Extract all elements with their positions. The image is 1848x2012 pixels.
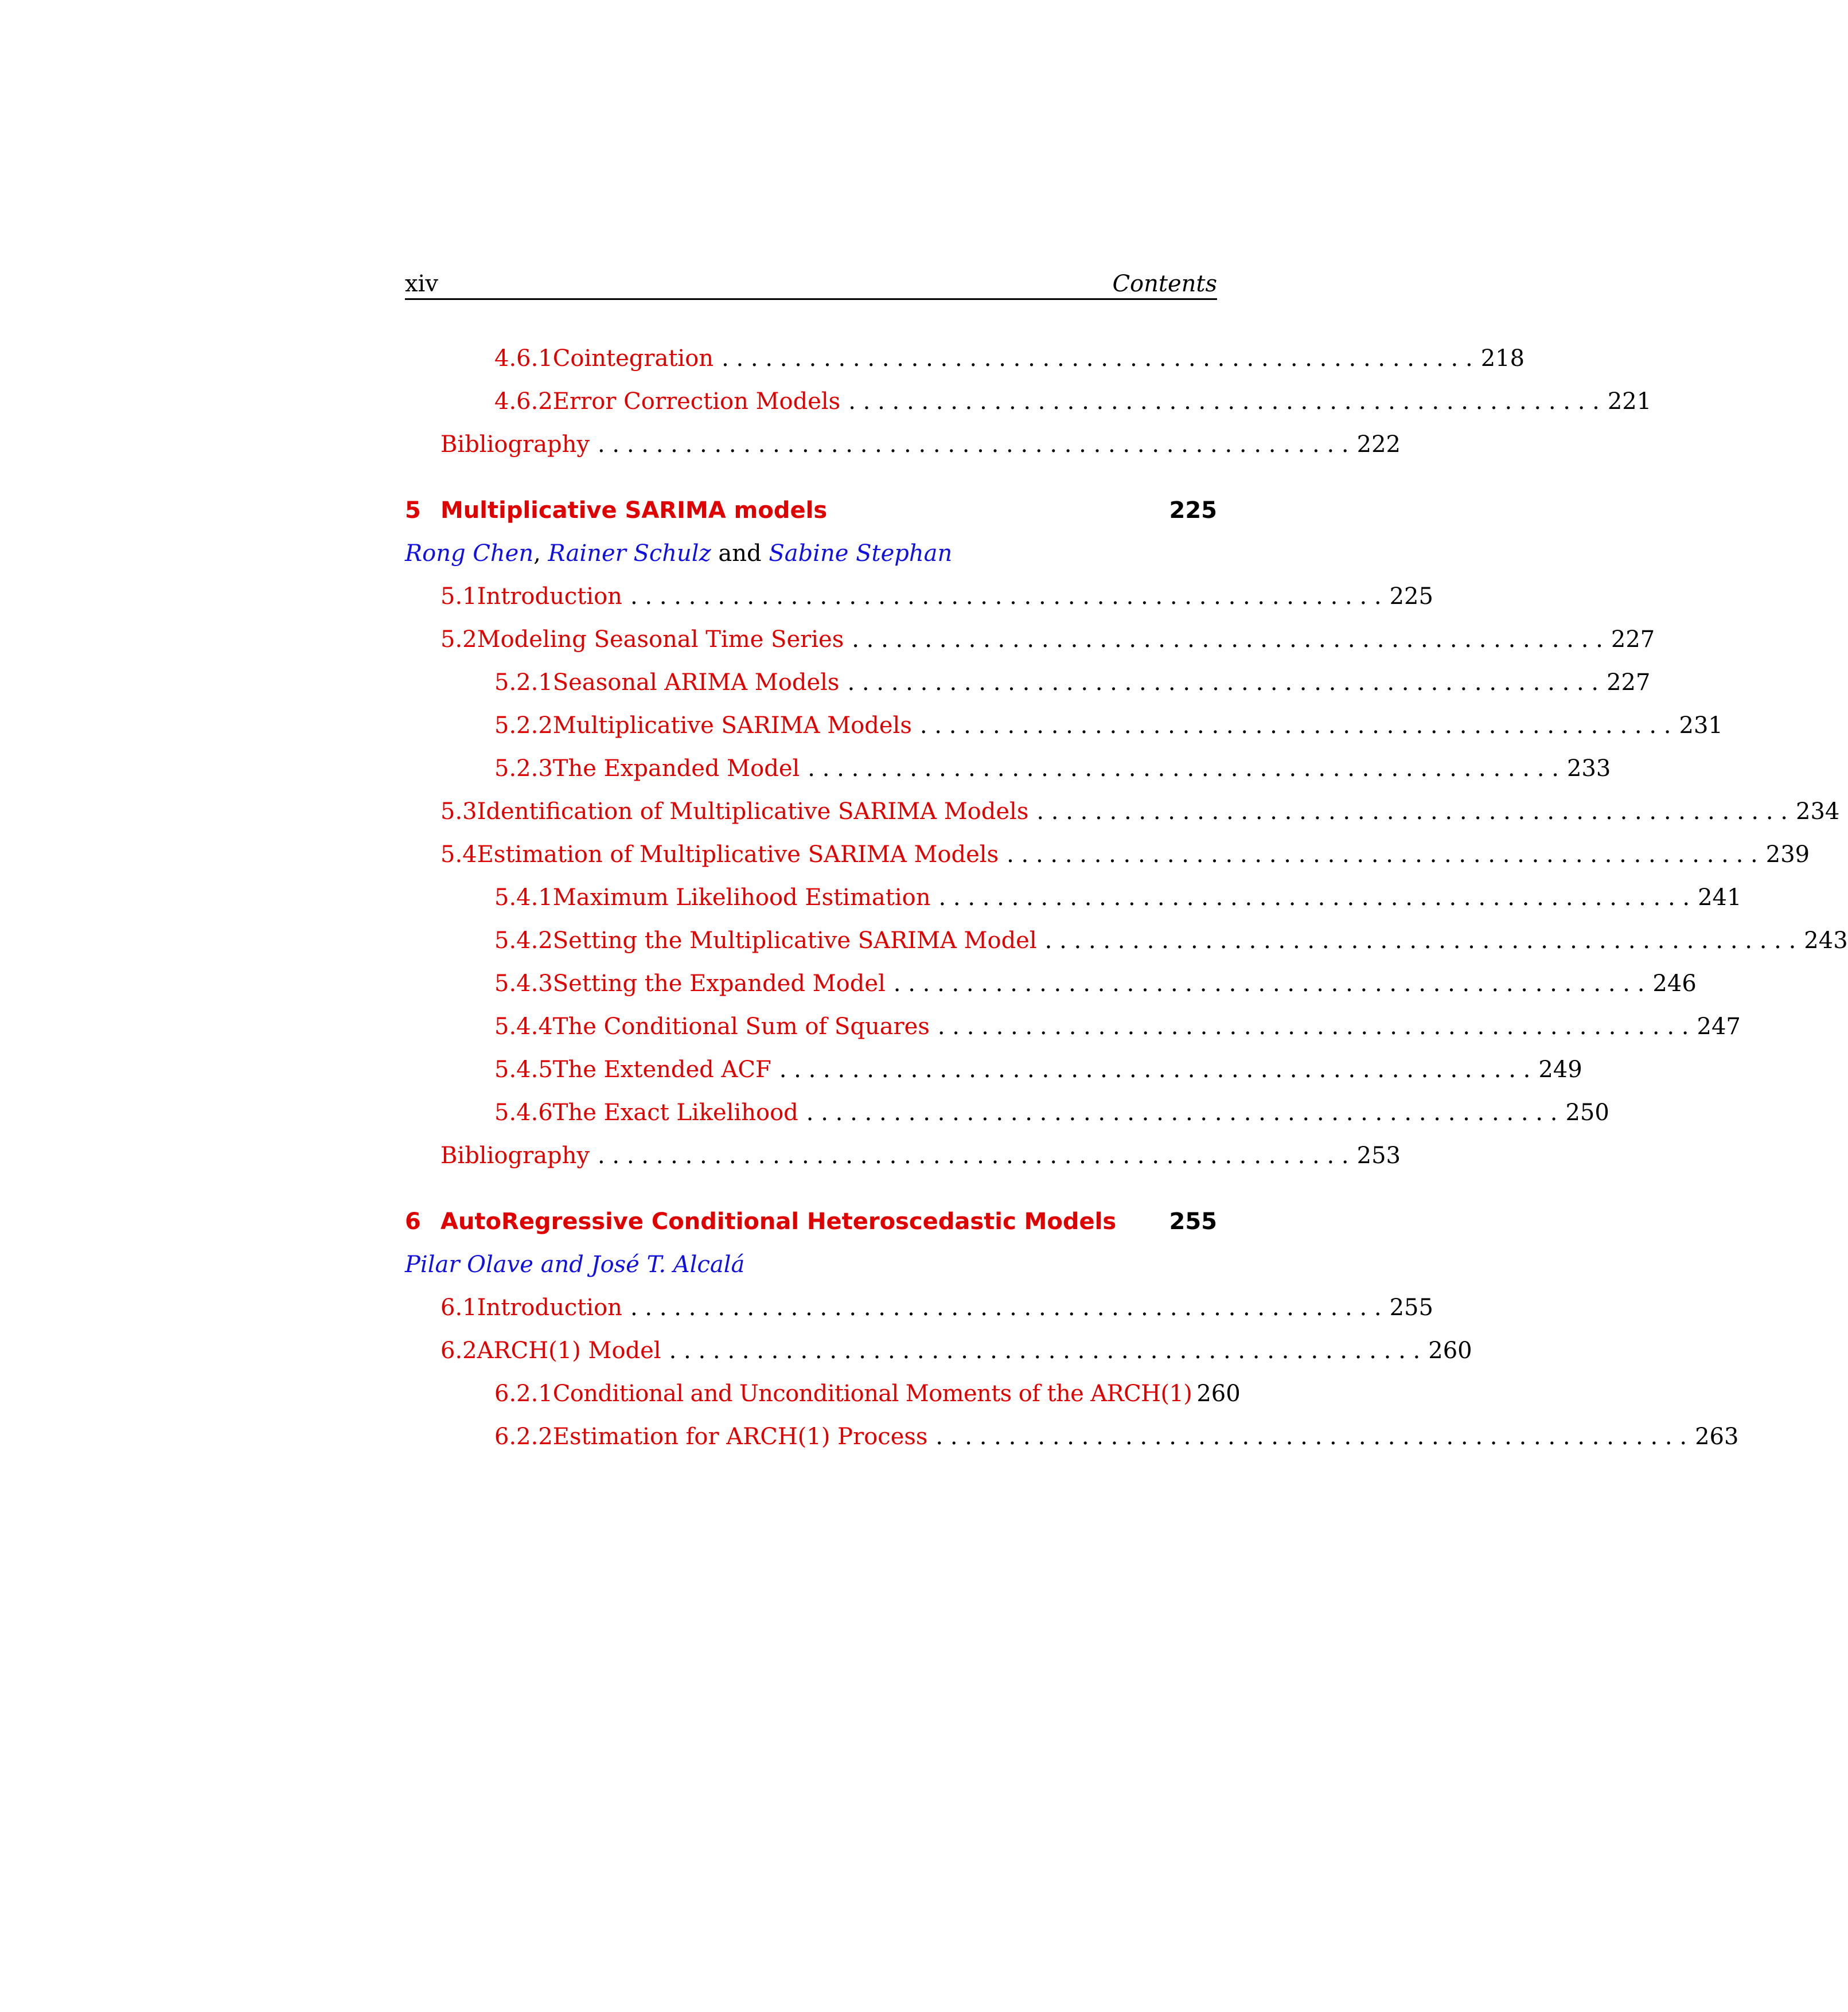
section-title[interactable]: Seasonal ARIMA Models <box>552 669 840 696</box>
section-title[interactable]: ARCH(1) Model <box>477 1338 661 1364</box>
page-number: 218 <box>1480 345 1525 372</box>
section-number: 5.2.2 <box>494 712 553 739</box>
running-header <box>405 270 1217 300</box>
author-separator: and <box>711 540 769 567</box>
toc-entry[interactable] <box>405 1052 1582 1087</box>
section-number: 4.6.2 <box>494 388 553 415</box>
chapter-authors[interactable] <box>405 1247 744 1282</box>
leader-dots: . . . . . . . . . . . . . . . . . . . . . . . . . . . . . . . . . . . . . . . . . . . . . . . . . . . . <box>808 755 1559 782</box>
page-number: 263 <box>1695 1424 1739 1450</box>
section-title[interactable]: Estimation of Multiplicative SARIMA Models <box>477 841 999 868</box>
page-number: 234 <box>1796 798 1840 825</box>
section-number: 5.2.1 <box>494 669 553 696</box>
page-number: 222 <box>1356 431 1401 458</box>
toc-entry[interactable] <box>405 1290 1433 1325</box>
toc-entry[interactable] <box>405 665 1651 700</box>
leader-dots: . . . . . . . . . . . . . . . . . . . . . . . . . . . . . . . . . . . . . . . . . . . . . . . . . . . . <box>1007 841 1758 868</box>
page-number: 255 <box>1389 1294 1433 1321</box>
leader-dots: . . . . . . . . . . . . . . . . . . . . . . . . . . . . . . . . . . . . . . . . . . . . . . . . . . . . <box>630 583 1382 610</box>
section-number: 5.2.3 <box>494 755 553 782</box>
leader-dots: . . . . . . . . . . . . . . . . . . . . . . . . . . . . . . . . . . . . . . . . . . . . . . . . . . . . <box>1036 798 1788 825</box>
section-number: 5.2 <box>440 626 477 653</box>
section-title[interactable]: Setting the Multiplicative SARIMA Model <box>552 927 1037 954</box>
toc-entry[interactable] <box>405 708 1723 743</box>
page-number: 260 <box>1196 1381 1241 1407</box>
page-number: 239 <box>1765 841 1810 868</box>
author-link[interactable]: Rong Chen <box>405 540 534 567</box>
section-number: 5.4.5 <box>494 1056 553 1083</box>
leader-dots: . . . . . . . . . . . . . . . . . . . . . . . . . . . . . . . . . . . . . . . . . . . . . . . . . . . . <box>848 388 1600 415</box>
leader-dots: . . . . . . . . . . . . . . . . . . . . . . . . . . . . . . . . . . . . . . . . . . . . . . . . . . . . <box>669 1338 1421 1364</box>
toc-page <box>405 0 1848 2012</box>
chapter-page: 255 <box>1169 1208 1217 1235</box>
leader-dots: . . . . . . . . . . . . . . . . . . . . . . . . . . . . . . . . . . . . . . . . . . . . . . . . . . . . <box>938 884 1690 911</box>
page-number: 246 <box>1652 970 1697 997</box>
toc-entry[interactable] <box>405 837 1810 872</box>
page-number: 231 <box>1679 712 1723 739</box>
leader-dots: . . . . . . . . . . . . . . . . . . . . . . . . . . . . . . . . . . . . . . . . . . . . . . . . . . . . <box>722 345 1473 372</box>
section-title[interactable]: Setting the Expanded Model <box>552 970 886 997</box>
toc-entry[interactable] <box>405 1095 1609 1130</box>
chapter-entry[interactable] <box>405 1204 1217 1239</box>
section-number: 5.4.2 <box>494 927 553 954</box>
section-title[interactable]: Estimation for ARCH(1) Process <box>552 1424 928 1450</box>
page-number: 241 <box>1698 884 1742 911</box>
section-title[interactable]: Identification of Multiplicative SARIMA Models <box>477 798 1029 825</box>
leader-dots: . . . . . . . . . . . . . . . . . . . . . . . . . . . . . . . . . . . . . . . . . . . . . . . . . . . . <box>937 1013 1689 1040</box>
toc-entry[interactable] <box>405 923 1848 958</box>
page-number: 221 <box>1607 388 1652 415</box>
section-number: 6.2 <box>440 1338 477 1364</box>
section-number: 5.4.1 <box>494 884 553 911</box>
page-number: 249 <box>1538 1056 1582 1083</box>
toc-entry[interactable] <box>405 751 1611 786</box>
toc-entry[interactable] <box>405 341 1525 376</box>
toc-entry[interactable] <box>405 1333 1472 1368</box>
toc-entry[interactable] <box>405 1138 1401 1173</box>
page-number: 243 <box>1804 927 1848 954</box>
section-number: 5.1 <box>440 583 477 610</box>
section-number: 5.4.6 <box>494 1099 553 1126</box>
toc-entry[interactable] <box>405 384 1652 419</box>
section-title[interactable]: Cointegration <box>552 345 714 372</box>
section-number: 6.1 <box>440 1294 477 1321</box>
page-number-roman: xiv <box>405 271 438 297</box>
section-number: 4.6.1 <box>494 345 553 372</box>
section-title[interactable]: Maximum Likelihood Estimation <box>552 884 931 911</box>
section-title[interactable]: Introduction <box>477 583 622 610</box>
chapter-number: 6 <box>405 1208 421 1235</box>
page-number: 247 <box>1697 1013 1741 1040</box>
chapter-authors <box>405 536 952 571</box>
page-number: 227 <box>1607 669 1651 696</box>
chapter-title[interactable]: AutoRegressive Conditional Heteroscedastic Models <box>440 1208 1117 1235</box>
section-title[interactable]: Conditional and Unconditional Moments of the ARCH(1) <box>552 1381 1192 1407</box>
toc-entry[interactable] <box>405 1420 1739 1454</box>
page-number: 250 <box>1565 1099 1609 1126</box>
toc-entry[interactable] <box>405 880 1742 915</box>
section-title[interactable]: Bibliography <box>440 1143 590 1169</box>
section-title[interactable]: Modeling Seasonal Time Series <box>477 626 844 653</box>
leader-dots: . . . . . . . . . . . . . . . . . . . . . . . . . . . . . . . . . . . . . . . . . . . . . . . . . . . . <box>893 970 1645 997</box>
running-title: Contents <box>1112 271 1217 297</box>
section-title[interactable]: The Exact Likelihood <box>552 1099 798 1126</box>
section-title[interactable]: Bibliography <box>440 431 590 458</box>
section-number: 5.4 <box>440 841 477 868</box>
leader-dots: . . . . . . . . . . . . . . . . . . . . . . . . . . . . . . . . . . . . . . . . . . . . . . . . . . . . <box>919 712 1671 739</box>
chapter-entry[interactable] <box>405 493 1217 528</box>
section-number: 5.4.4 <box>494 1013 553 1040</box>
section-number: 5.4.3 <box>494 970 553 997</box>
section-title[interactable]: The Expanded Model <box>552 755 800 782</box>
section-title[interactable]: Multiplicative SARIMA Models <box>552 712 912 739</box>
chapter-page: 225 <box>1169 497 1217 524</box>
leader-dots: . . . . . . . . . . . . . . . . . . . . . . . . . . . . . . . . . . . . . . . . . . . . . . . . . . . . <box>779 1056 1531 1083</box>
author-link[interactable]: Sabine Stephan <box>769 540 953 567</box>
leader-dots: . . . . . . . . . . . . . . . . . . . . . . . . . . . . . . . . . . . . . . . . . . . . . . . . . . . . <box>935 1424 1687 1450</box>
section-number: 6.2.2 <box>494 1424 553 1450</box>
page-number: 233 <box>1566 755 1611 782</box>
page-number: 227 <box>1611 626 1655 653</box>
section-number: 5.3 <box>440 798 477 825</box>
author-link[interactable]: Rainer Schulz <box>548 540 711 567</box>
page-number: 260 <box>1428 1338 1472 1364</box>
page-number: 253 <box>1356 1143 1401 1169</box>
author-separator: , <box>533 540 548 567</box>
toc-entry[interactable] <box>405 1009 1741 1044</box>
toc-entry[interactable] <box>405 1377 1241 1411</box>
section-title[interactable]: The Extended ACF <box>552 1056 771 1083</box>
chapter-number: 5 <box>405 497 421 524</box>
chapter-title[interactable]: Multiplicative SARIMA models <box>440 497 828 524</box>
toc-entry[interactable] <box>405 622 1655 657</box>
page-number: 225 <box>1389 583 1433 610</box>
leader-dots: . . . . . . . . . . . . . . . . . . . . . . . . . . . . . . . . . . . . . . . . . . . . . . . . . . . . <box>598 431 1349 458</box>
section-title[interactable]: Error Correction Models <box>552 388 841 415</box>
leader-dots: . . . . . . . . . . . . . . . . . . . . . . . . . . . . . . . . . . . . . . . . . . . . . . . . . . . . <box>847 669 1599 696</box>
leader-dots: . . . . . . . . . . . . . . . . . . . . . . . . . . . . . . . . . . . . . . . . . . . . . . . . . . . . <box>598 1143 1349 1169</box>
leader-dots: . . . . . . . . . . . . . . . . . . . . . . . . . . . . . . . . . . . . . . . . . . . . . . . . . . . . <box>630 1294 1382 1321</box>
section-title[interactable]: The Conditional Sum of Squares <box>552 1013 930 1040</box>
author-link[interactable]: Pilar Olave and José T. Alcalá <box>405 1251 745 1278</box>
toc-entry[interactable] <box>405 579 1433 614</box>
leader-dots: . . . . . . . . . . . . . . . . . . . . . . . . . . . . . . . . . . . . . . . . . . . . . . . . . . . . <box>806 1099 1558 1126</box>
section-number: 6.2.1 <box>494 1381 553 1407</box>
toc-entry[interactable] <box>405 966 1697 1001</box>
toc-entry[interactable] <box>405 427 1401 462</box>
leader-dots: . . . . . . . . . . . . . . . . . . . . . . . . . . . . . . . . . . . . . . . . . . . . . . . . . . . . <box>852 626 1603 653</box>
section-title[interactable]: Introduction <box>477 1294 622 1321</box>
leader-dots: . . . . . . . . . . . . . . . . . . . . . . . . . . . . . . . . . . . . . . . . . . . . . . . . . . . . <box>1044 927 1796 954</box>
toc-entry[interactable] <box>405 794 1840 829</box>
